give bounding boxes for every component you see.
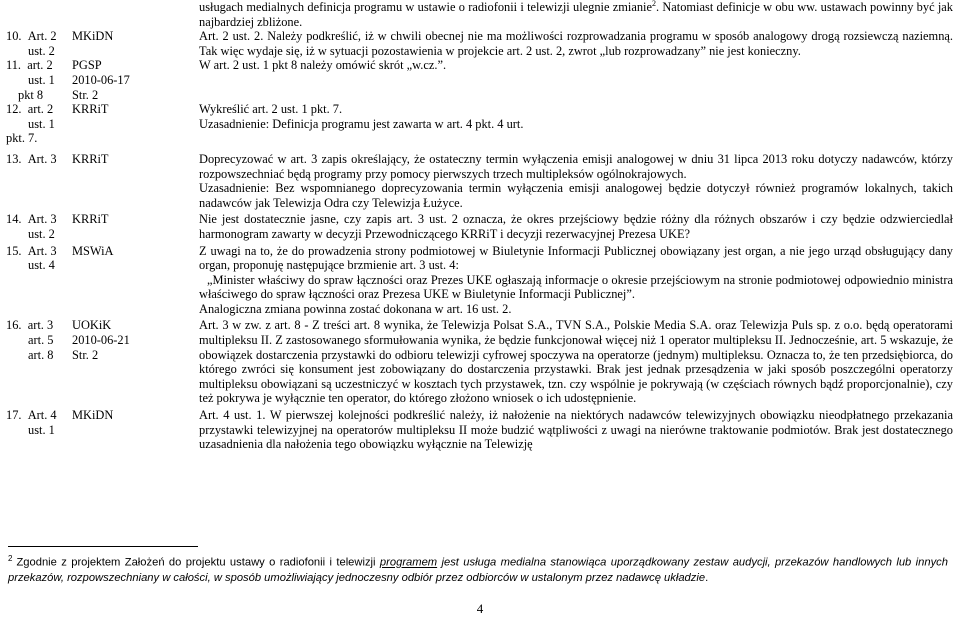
- row-number-cell: [4, 102, 70, 150]
- comment-quote: „Minister właściwy do spraw łączności oraz Prezes UKE ogłaszają informacje o okresie przejściowym na stronie podmiotowej odpowiednio ministra właściwego do spraw łączności oraz Prezesa UKE w Biuletynie Informacji Publicznej”.: [199, 272, 953, 302]
- page-number: 4: [476, 601, 484, 616]
- source-name: UOKiK: [72, 318, 112, 333]
- table-row: [4, 316, 956, 406]
- comment-paragraph: Analogiczna zmiana powinna zostać dokonana w art. 16 ust. 2.: [199, 301, 512, 316]
- comment-paragraph: Wykreślić art. 2 ust. 1 pkt. 7.: [199, 102, 343, 117]
- article-ref-line: art. 3: [27, 318, 54, 333]
- comments-table: [4, 0, 956, 452]
- article-ref: [6, 318, 67, 333]
- article-ref-line: art. 5: [28, 333, 54, 348]
- row-number-cell: [4, 0, 70, 29]
- article-ref-line: Art. 2: [27, 29, 57, 44]
- comment-paragraph: Uzasadnienie: Bez wspomnianego doprecyzowania termin wyłączenia emisji analogowej będzie dotyczył również programów lokalnych, takich nadawców jak Telewizja Odra czy Telewizja Łużyce.: [199, 181, 953, 210]
- table-row: [4, 406, 956, 452]
- table-row: [4, 29, 956, 58]
- row-number-cell: [4, 29, 70, 58]
- article-ref: [6, 58, 67, 73]
- row-number: 15.: [6, 243, 22, 258]
- row-number: 10.: [6, 29, 22, 44]
- article-ref: [6, 102, 67, 117]
- source-cell: [70, 102, 197, 150]
- article-ref-line: ust. 1: [28, 422, 55, 437]
- row-number-cell: [4, 316, 70, 406]
- comment-text-cell: [197, 242, 956, 317]
- article-ref: [6, 152, 67, 167]
- article-ref-line: art. 2: [27, 58, 53, 73]
- row-number: 12.: [6, 102, 22, 117]
- source-cell: [70, 242, 197, 317]
- article-ref-line: ust. 4: [28, 258, 55, 273]
- table-row: [4, 150, 956, 210]
- footnote-text: jest usługa medialna stanowiąca uporządkowany zestaw audycji, przekazów handlowych lub innych przekazów, rozpowszechniany w całości, w sposób umożliwiający jednoczesny odbiór przez odbiorców w ustalonym przez nadawcę układzie: [8, 556, 948, 584]
- source-page: Str. 2: [72, 87, 99, 102]
- table-row: [4, 102, 956, 150]
- article-ref: [6, 212, 67, 227]
- article-ref-line: Art. 3: [27, 243, 57, 258]
- row-number-cell: [4, 210, 70, 241]
- comment-text-cell: [197, 0, 956, 29]
- comment-text-cell: [197, 150, 956, 210]
- article-ref: [6, 29, 67, 44]
- comment-text-cell: W art. 2 ust. 1 pkt 8 należy omówić skrót „w.cz.”.: [199, 58, 447, 73]
- source-cell: [70, 210, 197, 241]
- table-row: [4, 242, 956, 317]
- source-date: 2010-06-17: [72, 72, 130, 87]
- article-ref-line: Art. 3: [27, 212, 57, 227]
- comment-text-cell: Art. 3 w zw. z art. 8 - Z treści art. 8 wynika, że Telewizja Polsat S.A., TVN S.A., Polskie Media S.A. oraz Telewizja Puls sp. z o.o. będą operatorami multipleksu II. Z zastosowanego sformułowania wynika, że będzie funkcjonował więcej niż 1 operator multipleksu II. Jednocześnie, art. 5 wskazuje, że obowiązek dostarczenia przystawki do odbioru telewizji cyfrowej spoczywa na operatorze (jednym) multipleksu. Oznacza to, że ten przedsiębiorca, do którego zwróci się konsument jest zobowiązany do dostarczenia przystawki. Brak jest jednak przesądzenia w jaki sposób poszczególni operatorzy multipleksu obowiązani są uczestniczyć w kosztach tych przystawek, tzn. czy wspólnie je pokrywają (w częściach równych bądź proporcjonalnie), czy też pokrywa je wyłącznie ten operator, do którego złożono wniosek o ich udostępnienie.: [199, 318, 953, 406]
- article-ref-line: ust. 1: [28, 72, 55, 87]
- source-cell: [70, 316, 197, 406]
- row-number-cell: [4, 406, 70, 452]
- article-ref: [6, 408, 67, 423]
- article-ref-line: ust. 2: [28, 226, 55, 241]
- row-number-cell: [4, 58, 70, 102]
- comment-text-cell: Art. 4 ust. 1. W pierwszej kolejności podkreślić należy, iż nałożenie na niektórych nadawców telewizyjnych obowiązku nieodpłatnego przekazania przystawki telewizyjnej na operatorów multipleksu II może budzić wątpliwości z uwagi na nierówne traktowanie podmiotów. Brak jest dostatecznego uzasadnienia dla nałożenia tego obowiązku wyłącznie na Telewizję: [199, 408, 953, 452]
- article-ref-line: art. 8: [28, 347, 54, 362]
- comment-paragraph: Doprecyzować w art. 3 zapis określający, że ostateczny termin wyłączenia emisji analogowej w dniu 31 lipca 2013 roku dotyczy nadawców, którzy rozpowszechniać będą programy przy pomocy pierwszych trzech multipleksów ogólnokrajowych.: [199, 151, 953, 181]
- source-cell: [70, 150, 197, 210]
- source-date: 2010-06-21: [72, 333, 130, 348]
- article-ref-line: Art. 4: [27, 408, 57, 423]
- source-cell: [70, 29, 197, 58]
- article-ref-line: ust. 2: [28, 43, 55, 58]
- source-name: MSWiA: [72, 243, 114, 258]
- row-number: 11.: [6, 58, 22, 73]
- row-number: 16.: [6, 318, 22, 333]
- footnote-lead: Zgodnie z projektem Założeń do projektu ustawy o radiofonii i telewizji: [16, 556, 380, 569]
- comment-text: . Natomiast definicje w obu ww. ustawach powinny być jak najbardziej zbliżone.: [199, 0, 953, 29]
- row-number-cell: [4, 150, 70, 210]
- row-number-cell: [4, 242, 70, 317]
- comment-text: usługach medialnych definicja programu w ustawie o radiofonii i telewizji ulegnie zmianie: [199, 0, 652, 14]
- source-cell: [70, 406, 197, 452]
- source-cell: [70, 58, 197, 102]
- comment-paragraph: Z uwagi na to, że do prowadzenia strony podmiotowej w Biuletynie Informacji Publicznej obowiązany jest organ, a nie jego urząd obsługujący dany organ, proponuję następujące brzmienie art. 3 ust. 4:: [199, 243, 953, 273]
- source-name: MKiDN: [72, 408, 114, 423]
- row-number: 17.: [6, 408, 22, 423]
- footnote-underlined-term: programem: [379, 556, 438, 569]
- row-number: 14.: [6, 212, 22, 227]
- comment-text-cell: Art. 2 ust. 2. Należy podkreślić, iż w chwili obecnej nie ma możliwości rozprowadzania programu w sposób analogowy drogą rozsiewczą naziemną. Tak więc wydaje się, iż w sytuacji pozostawienia w projekcie art. 2 ust. 2, zwrot „lub rozprowadzany” nie jest konieczny.: [199, 29, 953, 58]
- comment-text-cell: [197, 102, 956, 150]
- table-row: [4, 0, 956, 29]
- article-ref-line: pkt. 7.: [6, 131, 38, 146]
- article-ref-line: art. 2: [27, 102, 54, 117]
- article-ref-line: ust. 1: [28, 116, 55, 131]
- article-ref-line: pkt 8: [18, 87, 44, 102]
- article-ref: [6, 244, 67, 259]
- source-name: KRRiT: [72, 151, 109, 166]
- footnote-tail: .: [705, 571, 709, 584]
- row-number: 13.: [6, 151, 22, 166]
- source-name: KRRiT: [72, 102, 109, 117]
- source-name: KRRiT: [72, 212, 109, 227]
- footnote-ref[interactable]: 2: [651, 0, 656, 8]
- table-row: [4, 58, 956, 102]
- comment-text-cell: Nie jest dostatecznie jasne, czy zapis art. 3 ust. 2 oznacza, że okres przejściowy będzie różny dla różnych obszarów i czy będzie odzwierciedlał harmonogram zawarty w decyzji Przewodniczącego KRRiT i decyzji rezerwacyjnej Prezesa UKE?: [199, 212, 953, 241]
- comment-paragraph: Uzasadnienie: Definicja programu jest zawarta w art. 4 pkt. 4 urt.: [199, 116, 524, 131]
- source-page: Str. 2: [72, 347, 99, 362]
- footnote-separator: [8, 546, 198, 547]
- source-name: MKiDN: [72, 29, 114, 44]
- footnote: [8, 551, 948, 586]
- article-ref-line: Art. 3: [27, 151, 57, 166]
- source-cell: [70, 0, 197, 29]
- footnote-number: 2: [8, 554, 13, 563]
- table-row: [4, 210, 956, 241]
- source-name: PGSP: [72, 58, 102, 73]
